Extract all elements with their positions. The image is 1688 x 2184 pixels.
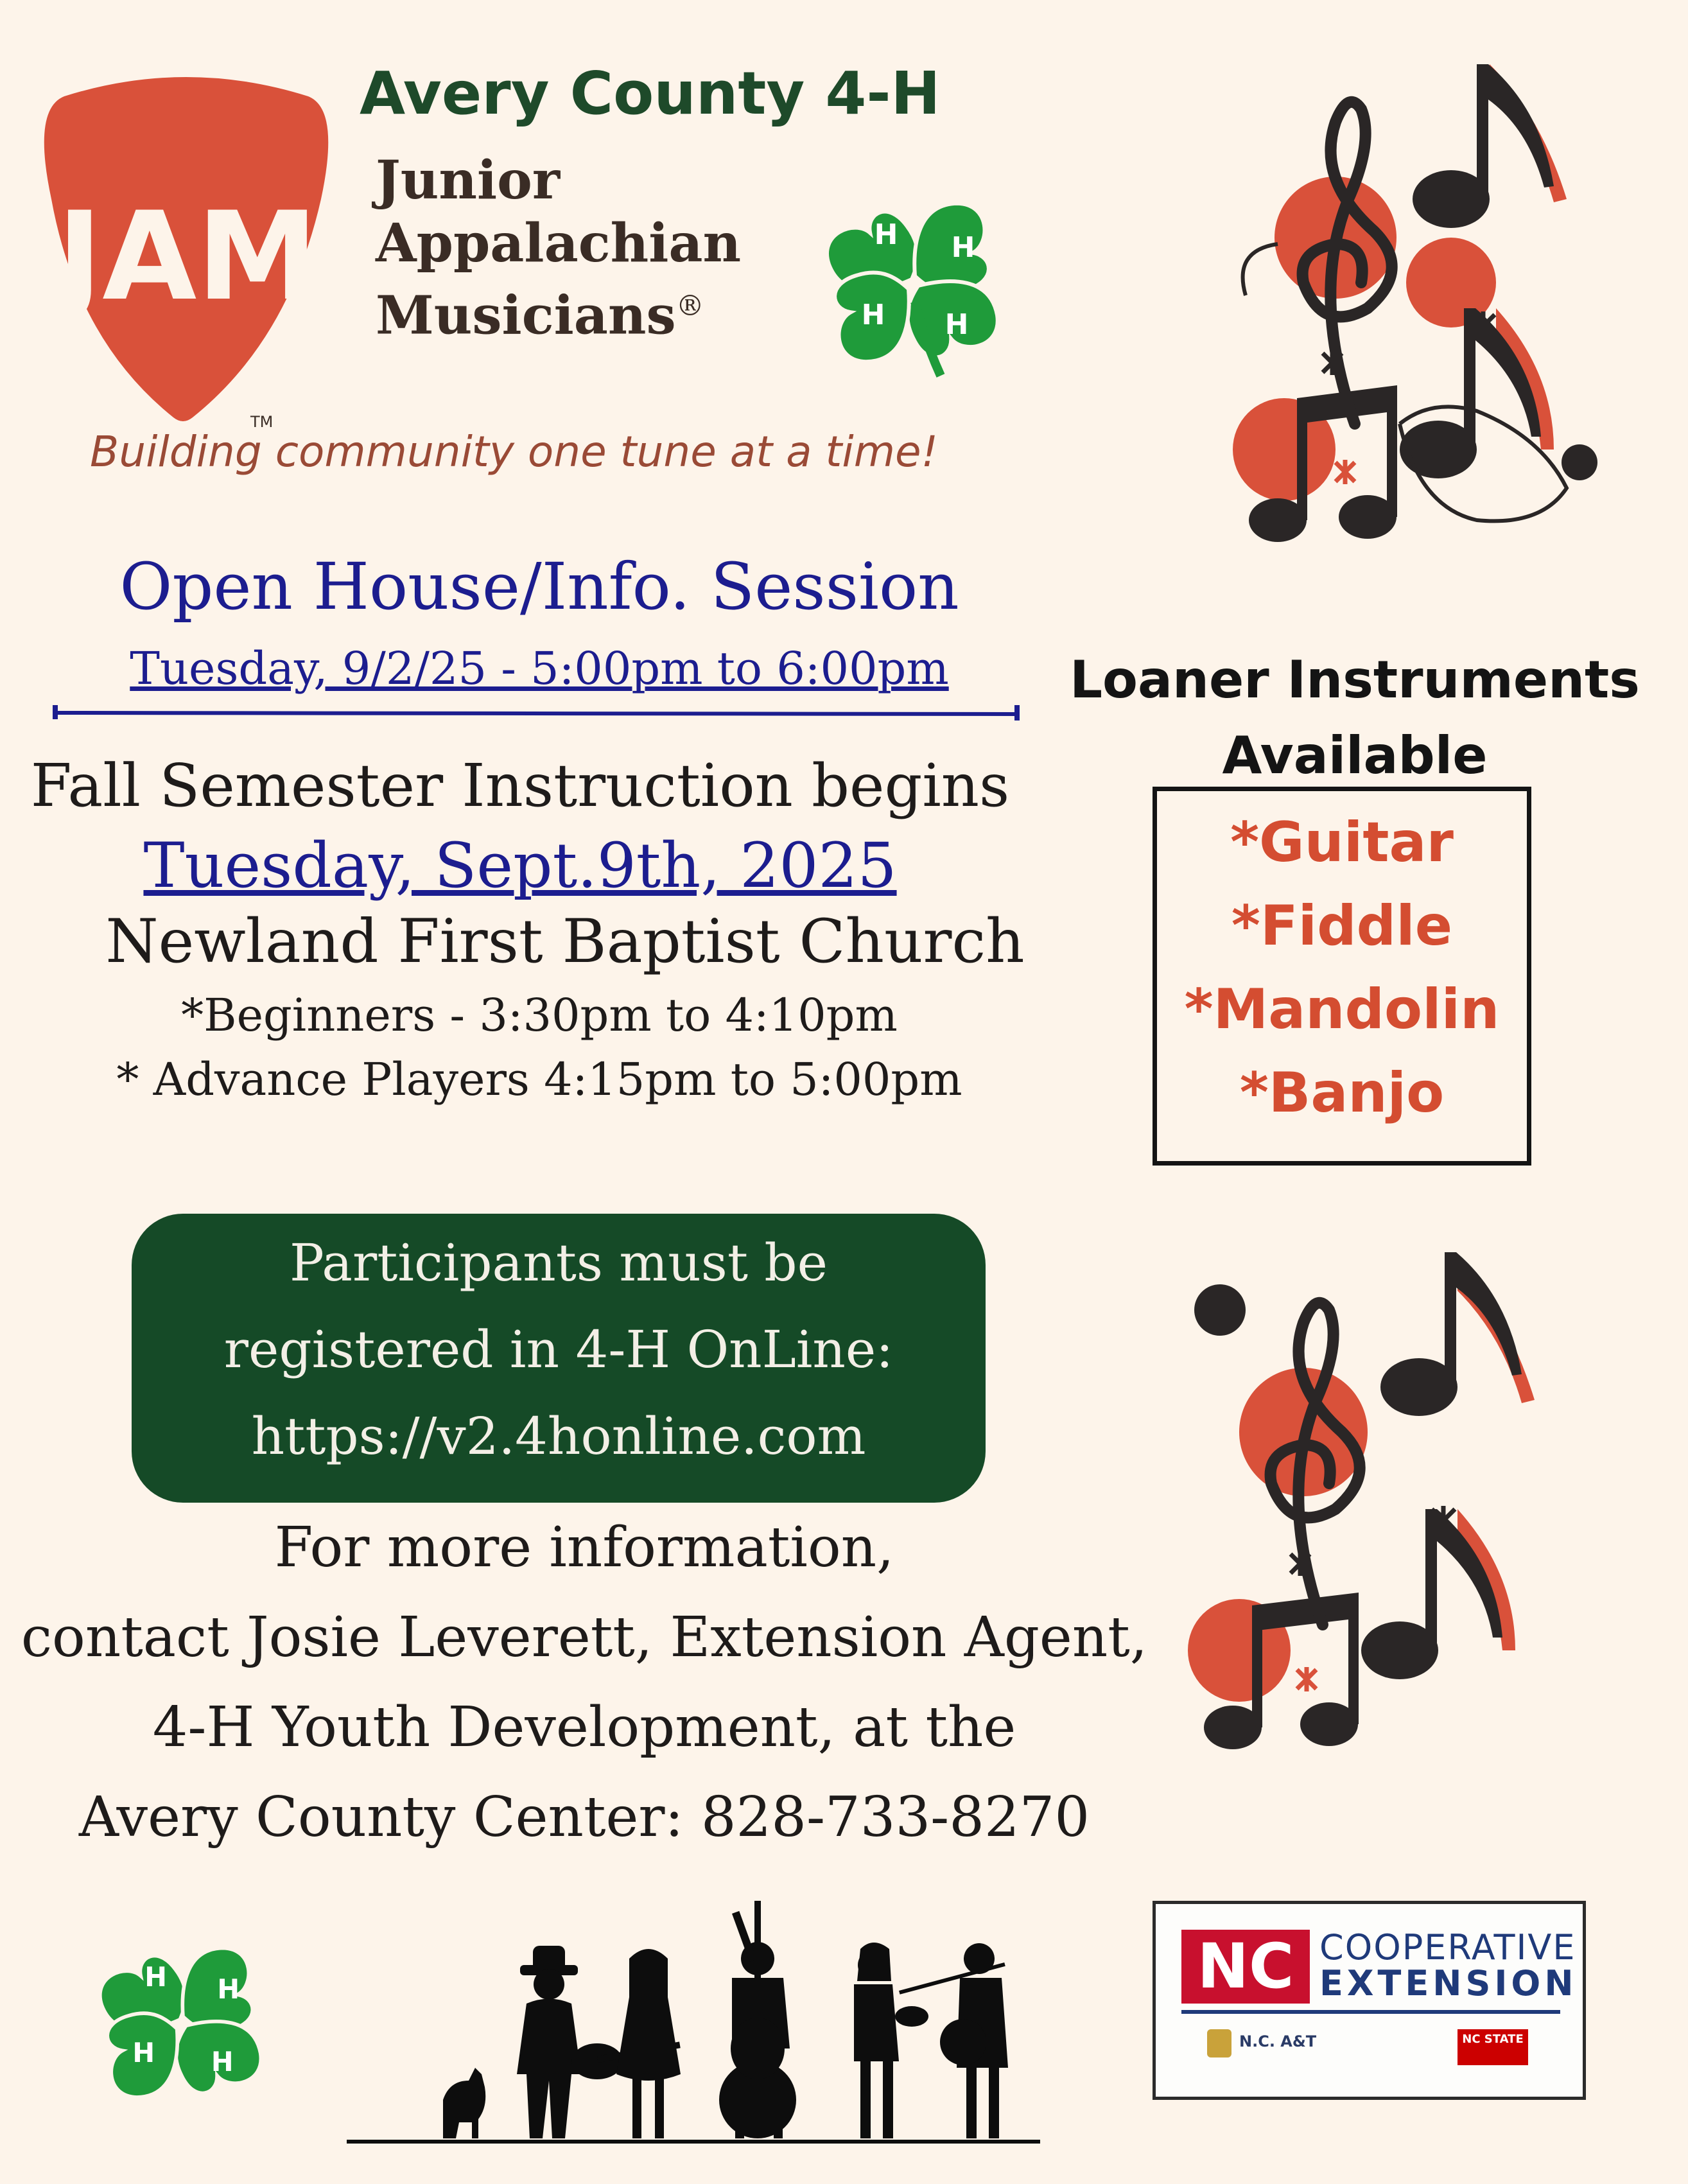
registration-line: registered in 4-H OnLine: <box>223 1320 894 1379</box>
loaner-item: *Guitar <box>1230 810 1454 875</box>
open-house-divider <box>51 700 1021 723</box>
loaner-item: *Mandolin <box>1184 977 1500 1042</box>
ncstate-badge: NC STATE <box>1457 2029 1528 2065</box>
svg-text:H: H <box>874 218 898 251</box>
svg-text:H: H <box>132 2037 155 2068</box>
svg-text:H: H <box>944 308 969 341</box>
svg-text:TM: TM <box>250 413 274 430</box>
svg-text:H: H <box>861 299 885 331</box>
aandt-label: N.C. A&T <box>1239 2032 1317 2050</box>
music-notes-icon <box>1162 1227 1579 1785</box>
contact-line: contact Josie Leverett, Extension Agent, <box>21 1605 1148 1670</box>
loaner-instruments-list <box>1153 787 1531 1166</box>
extension-wordmark: COOPERATIVE EXTENSION <box>1319 1927 1578 2004</box>
fall-semester-date: Tuesday, Sept.9th, 2025 <box>143 830 897 902</box>
jam-logo <box>39 71 334 430</box>
fall-semester-heading: Fall Semester Instruction begins <box>30 751 1010 820</box>
beginners-schedule: *Beginners - 3:30pm to 4:10pm <box>181 989 898 1042</box>
svg-text:H: H <box>211 2046 234 2078</box>
loaner-item: *Banjo <box>1239 1061 1445 1125</box>
fall-semester-location: Newland First Baptist Church <box>105 907 1025 977</box>
org-title: Avery County 4-H <box>360 59 941 128</box>
contact-line: Avery County Center: 828-733-8270 <box>78 1785 1090 1849</box>
loaner-title: Loaner Instruments Available <box>1070 650 1640 785</box>
advanced-schedule: * Advance Players 4:15pm to 5:00pm <box>116 1053 962 1106</box>
4h-clover-icon <box>803 173 1027 385</box>
open-house-title: Open House/Info. Session <box>119 549 959 624</box>
contact-line: 4-H Youth Development, at the <box>152 1695 1016 1760</box>
aandt-emblem-icon <box>1207 2029 1231 2057</box>
registration-line: Participants must be <box>290 1233 828 1293</box>
music-notes-icon <box>1207 39 1618 565</box>
registration-url[interactable]: https://v2.4honline.com <box>251 1406 866 1466</box>
loaner-item: *Fiddle <box>1231 894 1453 958</box>
tagline: Building community one tune at a time! <box>90 427 939 476</box>
jam-logo-text: JAM <box>57 186 318 328</box>
extension-divider <box>1181 2010 1560 2014</box>
nc-cooperative-extension-logo <box>1153 1901 1586 2100</box>
contact-line: For more information, <box>274 1516 894 1580</box>
svg-text:H: H <box>144 1961 167 1993</box>
svg-text:H: H <box>217 1973 240 2005</box>
registration-box <box>132 1214 986 1503</box>
program-name: Junior Appalachian Musicians® <box>376 150 742 347</box>
band-silhouette-image <box>347 1888 1040 2145</box>
4h-clover-icon <box>77 1914 289 2126</box>
open-house-date: Tuesday, 9/2/25 - 5:00pm to 6:00pm <box>130 642 949 695</box>
svg-text:H: H <box>951 231 975 264</box>
nc-mark: NC <box>1181 1930 1310 2004</box>
